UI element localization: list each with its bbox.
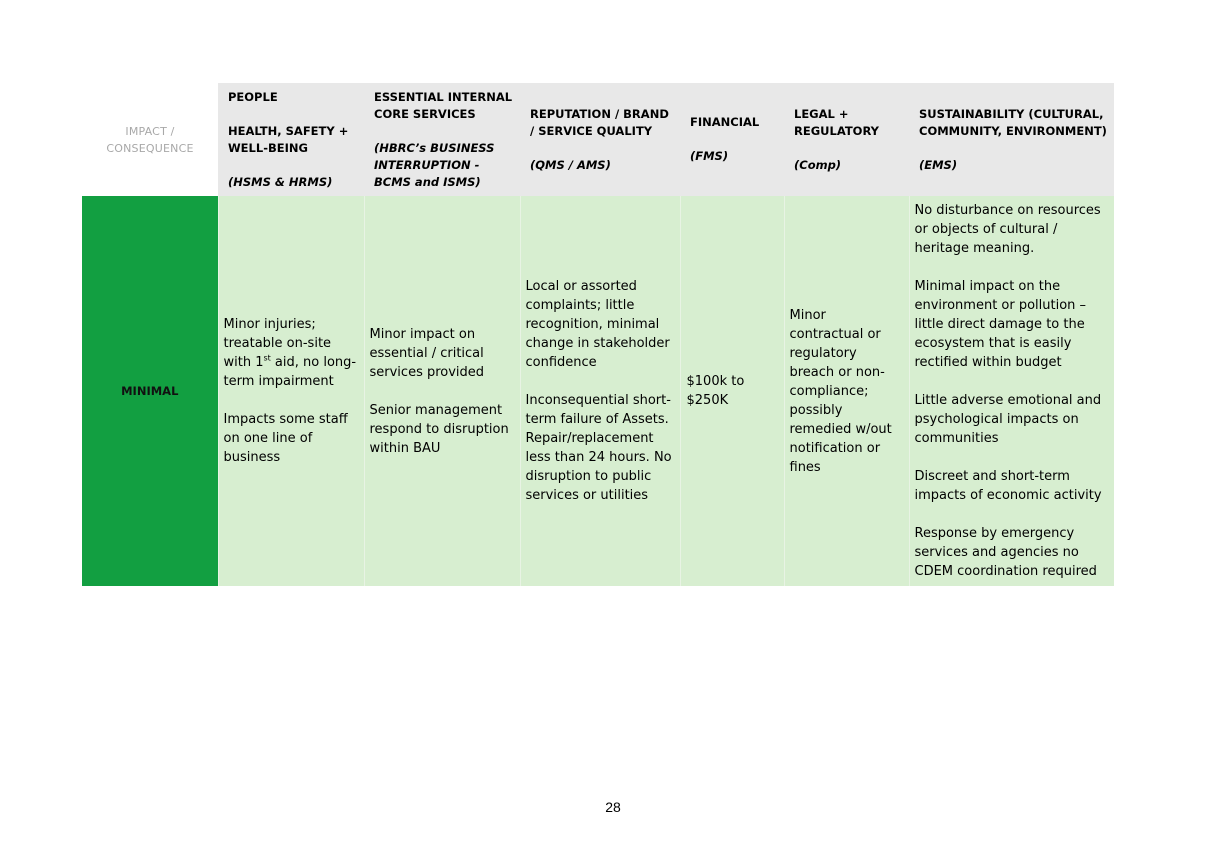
sustainability-text-2: Minimal impact on the environment or pollution – little direct damage to the ecosystem that is easily rectified within budget [914, 279, 1087, 370]
header-sustainability-code: (EMS) [919, 157, 958, 172]
header-reputation-code: (QMS / AMS) [530, 157, 611, 172]
cell-essential [364, 196, 520, 586]
header-essential-code: (HBRC’s BUSINESS INTERRUPTION - BCMS and ISMS) [374, 140, 495, 189]
legal-text: Minor contractual or regulatory breach or non-compliance; possibly remedied w/out notification or fines [789, 307, 892, 475]
header-financial-title: FINANCIAL [690, 115, 760, 129]
cell-reputation [520, 196, 680, 586]
reputation-text-2: Inconsequential short-term failure of Assets. Repair/replacement less than 24 hours. No disruption to public services or utilities [525, 393, 672, 503]
header-essential [364, 83, 520, 196]
essential-text-2: Senior management respond to disruption within BAU [369, 402, 509, 456]
financial-text: $100k to $250K [686, 374, 745, 408]
header-legal-code: (Comp) [794, 157, 842, 172]
page-number: 28 [605, 799, 621, 815]
header-people-title: PEOPLE [228, 89, 278, 104]
people-text-1: Minor injuries; treatable on-site with 1st aid, no long-term impairment [223, 317, 357, 389]
header-sustainability-title: SUSTAINABILITY (CULTURAL, COMMUNITY, ENVIRONMENT) [919, 106, 1107, 138]
header-reputation-title: REPUTATION / BRAND / SERVICE QUALITY [530, 106, 669, 138]
cell-legal [784, 196, 909, 586]
header-essential-title: ESSENTIAL INTERNAL CORE SERVICES [374, 89, 513, 121]
cell-sustainability [909, 196, 1114, 586]
essential-text-1: Minor impact on essential / critical services provided [369, 326, 485, 380]
consequence-table [82, 83, 1114, 586]
cell-people [218, 196, 364, 586]
sustainability-text-4: Discreet and short-term impacts of economic activity [914, 469, 1102, 503]
header-legal-title: LEGAL + REGULATORY [794, 106, 879, 138]
sustainability-text-5: Response by emergency services and agencies no CDEM coordination required [914, 526, 1097, 579]
header-financial-code: (FMS) [690, 149, 729, 163]
level-label: MINIMAL [82, 196, 218, 586]
cell-financial [680, 196, 784, 586]
header-legal [784, 83, 909, 196]
header-row [82, 83, 1114, 196]
people-text-2: Impacts some staff on one line of business [223, 412, 348, 465]
corner-line-1: IMPACT / [125, 124, 175, 138]
header-people [218, 83, 364, 196]
minimal-row [82, 196, 1114, 586]
sustainability-text-1: No disturbance on resources or objects of cultural / heritage meaning. [914, 203, 1101, 256]
header-people-subtitle: HEALTH, SAFETY + WELL-BEING [228, 123, 349, 155]
header-sustainability [909, 83, 1114, 196]
header-financial [680, 83, 784, 196]
sustainability-text-3: Little adverse emotional and psychological impacts on communities [914, 393, 1102, 446]
corner-line-2: CONSEQUENCE [106, 141, 194, 155]
reputation-text-1: Local or assorted complaints; little recognition, minimal change in stakeholder confidence [525, 279, 670, 370]
header-reputation [520, 83, 680, 196]
corner-header [82, 83, 218, 196]
header-people-code: (HSMS & HRMS) [228, 174, 333, 189]
